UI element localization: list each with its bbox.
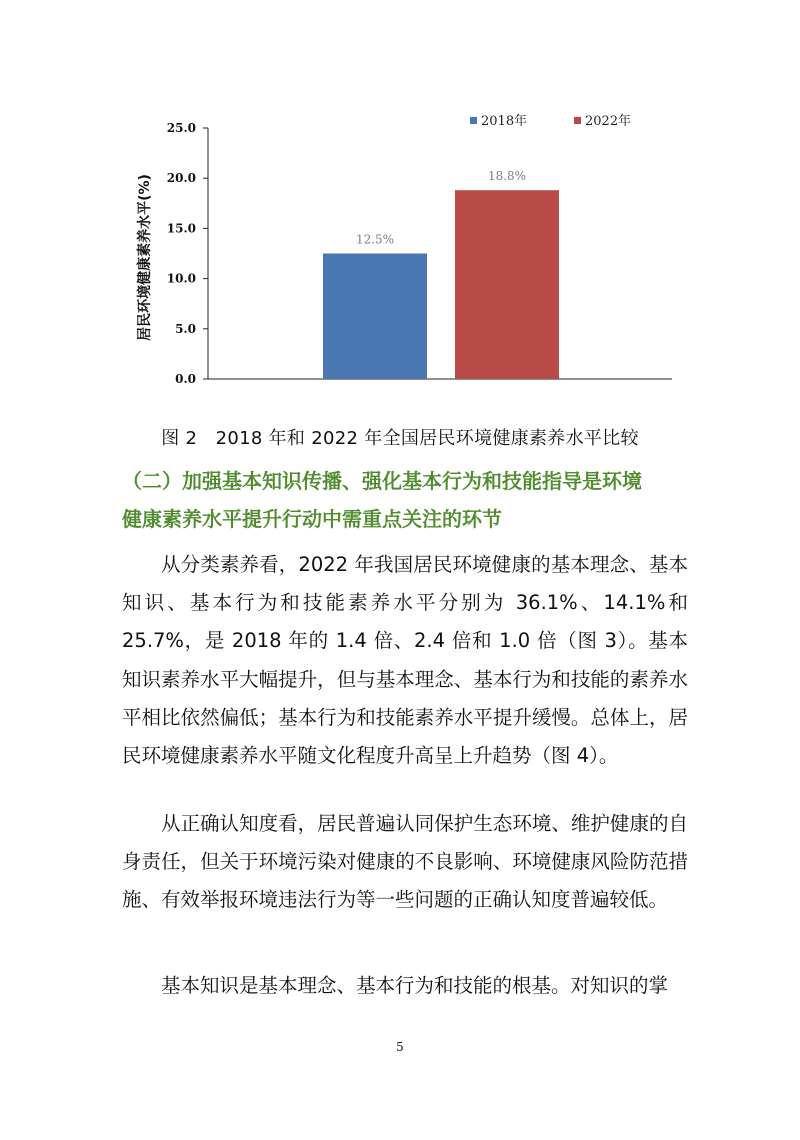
legend-swatch: [574, 117, 581, 124]
legend-swatch: [470, 117, 477, 124]
section-heading-line-2: 健康素养水平提升行动中需重点关注的环节: [122, 507, 502, 531]
bar-2022年: [455, 190, 559, 379]
bar-2018年: [323, 254, 427, 380]
page-number: 5: [396, 1040, 404, 1054]
chart-legend: [470, 113, 631, 129]
y-axis-label: 居民环境健康素养水平(%): [137, 174, 153, 341]
y-tick-label: 20.0: [166, 171, 196, 186]
body-paragraph-1: 从分类素养看，2022 年我国居民环境健康的基本理念、基本知识、基本行为和技能素养水平分别为 36.1%、14.1%和 25.7%，是 2018 年的 1.4 倍、2.4 倍和 1.0 倍（图 3）。基本知识素养水平大幅提升，但与基本理念、基本行为和技能的素养水平相比依然偏低；基本行为和技能素养水平提升缓慢。总体上，居民环境健康素养水平随文化程度升高呈上升趋势（图 4）。: [122, 553, 688, 768]
y-tick-label: 0.0: [175, 372, 196, 386]
legend-label: 2018年: [481, 114, 528, 129]
body-paragraph-2: 从正确认知度看，居民普遍认同保护生态环境、维护健康的自身责任，但关于环境污染对健康的不良影响、环境健康风险防范措施、有效举报环境违法行为等一些问题的正确认知度普遍较低。: [122, 812, 688, 912]
y-tick-label: 15.0: [166, 221, 196, 236]
figure-caption: 图 2 2018 年和 2022 年全国居民环境健康素养水平比较: [161, 428, 639, 449]
bar-value-label: 18.8%: [487, 169, 527, 184]
y-tick-label: 10.0: [166, 271, 196, 286]
section-heading: [122, 462, 692, 538]
body-paragraph-3: 基本知识是基本理念、基本行为和技能的根基。对知识的掌: [161, 974, 669, 997]
y-tick-label: 25.0: [166, 121, 196, 135]
section-heading-line-1: （二）加强基本知识传播、强化基本行为和技能指导是环境: [122, 469, 642, 493]
chart-bars: [323, 169, 559, 379]
bar-value-label: 12.5%: [355, 232, 395, 247]
bar-chart: [0, 0, 800, 410]
y-tick-label: 5.0: [175, 321, 196, 336]
legend-label: 2022年: [585, 114, 632, 129]
